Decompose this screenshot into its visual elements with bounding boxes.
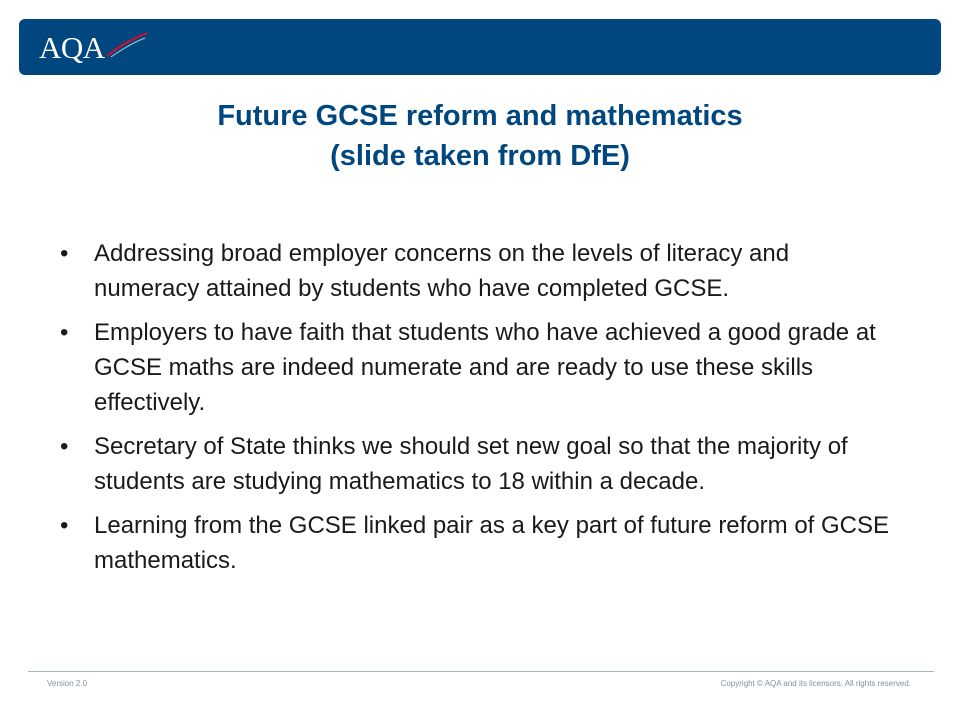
aqa-logo bbox=[39, 28, 105, 66]
bullet-dot-icon: • bbox=[60, 433, 69, 460]
footer-version: Version 2.0 bbox=[47, 679, 88, 688]
logo-text: AQA bbox=[39, 29, 105, 65]
bullet-item bbox=[60, 429, 900, 499]
header-bar bbox=[19, 19, 941, 75]
bullet-dot-icon: • bbox=[60, 240, 69, 267]
bullet-item bbox=[60, 315, 900, 420]
bullet-dot-icon: • bbox=[60, 512, 69, 539]
bullet-dot-icon: • bbox=[60, 319, 69, 346]
bullet-list bbox=[60, 236, 900, 587]
title-line-1: Future GCSE reform and mathematics bbox=[217, 100, 743, 132]
bullet-text: Learning from the GCSE linked pair as a key part of future reform of GCSE mathematics. bbox=[94, 512, 890, 574]
bullet-text: Employers to have faith that students who have achieved a good grade at GCSE maths are indeed numerate and are ready to use these skills effectively. bbox=[94, 319, 876, 416]
title-line-2: (slide taken from DfE) bbox=[330, 140, 630, 172]
swoosh-icon bbox=[105, 30, 149, 60]
footer-copyright: Copyright © AQA and its licensors. All rights reserved. bbox=[720, 679, 911, 688]
footer-divider bbox=[28, 671, 934, 672]
bullet-item bbox=[60, 508, 900, 578]
bullet-item bbox=[60, 236, 900, 306]
bullet-text: Secretary of State thinks we should set new goal so that the majority of students are studying mathematics to 18 within a decade. bbox=[94, 433, 848, 495]
bullet-text: Addressing broad employer concerns on the levels of literacy and numeracy attained by students who have completed GCSE. bbox=[94, 240, 790, 302]
slide-title bbox=[0, 96, 960, 176]
